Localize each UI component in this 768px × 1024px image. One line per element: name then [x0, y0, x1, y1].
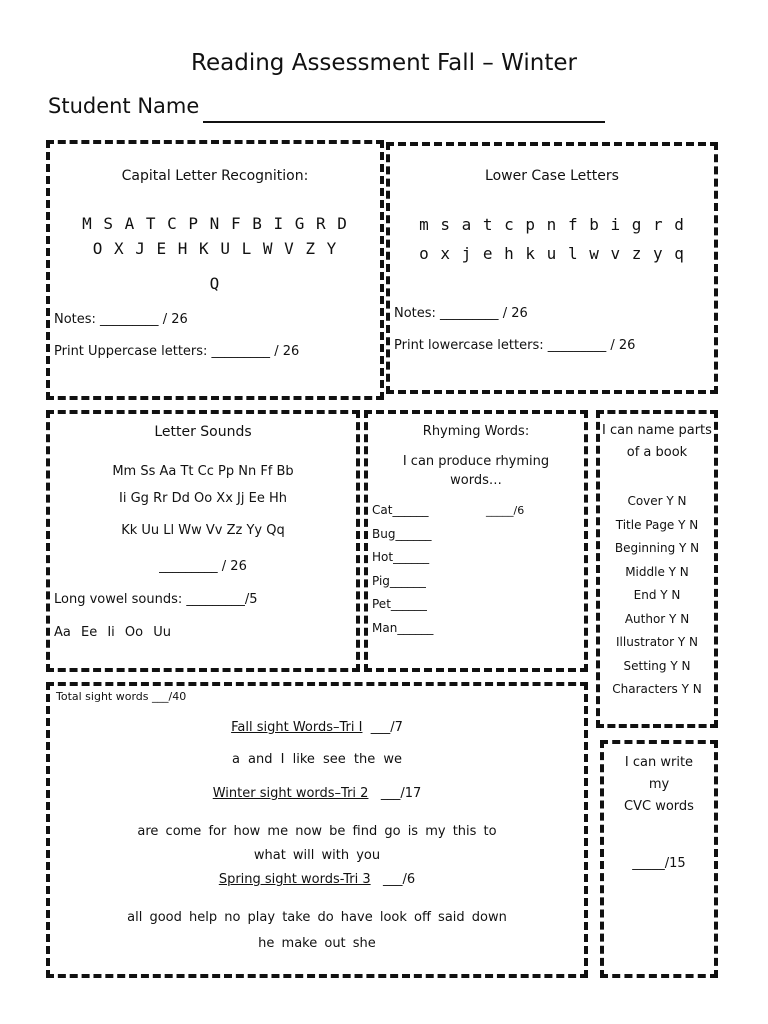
parts-of-book-section — [596, 410, 718, 728]
lower-case-section — [386, 142, 718, 394]
fall-sight-words: a and I like see the we — [231, 752, 403, 767]
capital-letters-row-3: Q — [209, 274, 221, 293]
lower-notes: Notes: _________ / 26 — [394, 306, 528, 321]
book-parts-list — [600, 490, 714, 702]
vowels-list: Aa Ee Ii Oo Uu — [54, 625, 171, 640]
winter-sight-words-1: are come for how me now be find go is my this to — [137, 824, 497, 839]
sounds-score: _________ / 26 — [159, 559, 247, 574]
book-part-item: Beginning Y N — [614, 541, 700, 555]
spring-sight-score: ___/6 — [383, 872, 416, 887]
cvc-line-1: I can write — [624, 755, 694, 770]
book-part-item: Title Page Y N — [615, 517, 699, 532]
long-vowel-score: Long vowel sounds: _________/5 — [54, 592, 258, 607]
rhyming-word: Cat______ — [372, 503, 429, 517]
winter-sight-heading: Winter sight words–Tri 2 — [212, 786, 369, 801]
page-title: Reading Assessment Fall – Winter — [191, 50, 577, 76]
winter-sight-score: ___/17 — [380, 786, 422, 801]
sounds-row-2: Ii Gg Rr Dd Oo Xx Jj Ee Hh — [119, 491, 287, 506]
lower-letters-row-1: m s a t c p n f b i g r d — [419, 215, 685, 234]
student-name-label: Student Name — [48, 94, 200, 118]
cvc-score: _____/15 — [632, 856, 686, 871]
rhyming-word: Man______ — [372, 620, 434, 635]
book-heading: I can name parts of a book — [602, 423, 712, 460]
book-part-item: Setting Y N — [623, 658, 691, 673]
capital-print-score: Print Uppercase letters: _________ / 26 — [54, 344, 300, 359]
capital-notes: Notes: _________ / 26 — [54, 312, 188, 327]
capital-letters-row-2: O X J E H K U L W V Z Y — [92, 239, 338, 258]
lower-letters-row-2: o x j e h k u l w v z y q — [419, 244, 685, 263]
rhyming-word: Bug______ — [372, 526, 432, 541]
spring-sight-words-2: he make out she — [258, 936, 376, 951]
sounds-row-1: Mm Ss Aa Tt Cc Pp Nn Ff Bb — [112, 464, 294, 479]
cvc-words-section — [600, 740, 718, 978]
sounds-row-3: Kk Uu Ll Ww Vv Zz Yy Qq — [121, 523, 285, 538]
rhyming-word: Hot______ — [372, 550, 430, 564]
rhyming-word: Pet______ — [372, 597, 427, 611]
rhyming-heading: Rhyming Words: — [422, 424, 530, 439]
book-part-item: Cover Y N — [627, 494, 687, 508]
book-part-item: Author Y N — [624, 611, 690, 626]
lower-print-score: Print lowercase letters: _________ / 26 — [394, 338, 636, 353]
cvc-line-3: CVC words — [624, 799, 694, 814]
rhyming-score: _____/6 — [486, 504, 525, 517]
fall-sight-heading-row — [50, 720, 584, 735]
spring-sight-heading: Spring sight words-Tri 3 — [218, 872, 371, 887]
fall-sight-heading: Fall sight Words–Tri I — [231, 720, 363, 735]
capital-letters-row-1: M S A T C P N F B I G R D — [82, 214, 348, 233]
capital-heading: Capital Letter Recognition: — [121, 168, 309, 184]
sight-words-section — [46, 682, 588, 978]
student-name-line[interactable] — [203, 121, 605, 123]
rhyming-word-list — [372, 499, 433, 640]
fall-sight-score: ___/7 — [370, 720, 403, 735]
rhyming-instruction: I can produce rhyming words… — [402, 454, 550, 488]
book-part-item: Middle Y N — [625, 564, 689, 579]
lower-heading: Lower Case Letters — [485, 168, 619, 184]
capital-letter-section — [46, 140, 384, 400]
cvc-line-2: my — [648, 777, 670, 792]
spring-sight-heading-row — [50, 872, 584, 887]
book-part-item: End Y N — [633, 588, 681, 602]
sight-total-score: Total sight words ___/40 — [56, 690, 187, 703]
book-part-item: Illustrator Y N — [616, 635, 698, 649]
book-part-item: Characters Y N — [612, 682, 702, 696]
rhyming-words-section — [364, 410, 588, 672]
rhyming-word: Pig______ — [372, 573, 426, 588]
spring-sight-words-1: all good help no play take do have look off said down — [127, 910, 507, 925]
letter-sounds-section — [46, 410, 360, 672]
winter-sight-heading-row — [50, 786, 584, 801]
winter-sight-words-2: what will with you — [253, 848, 381, 863]
sounds-heading: Letter Sounds — [154, 424, 252, 440]
